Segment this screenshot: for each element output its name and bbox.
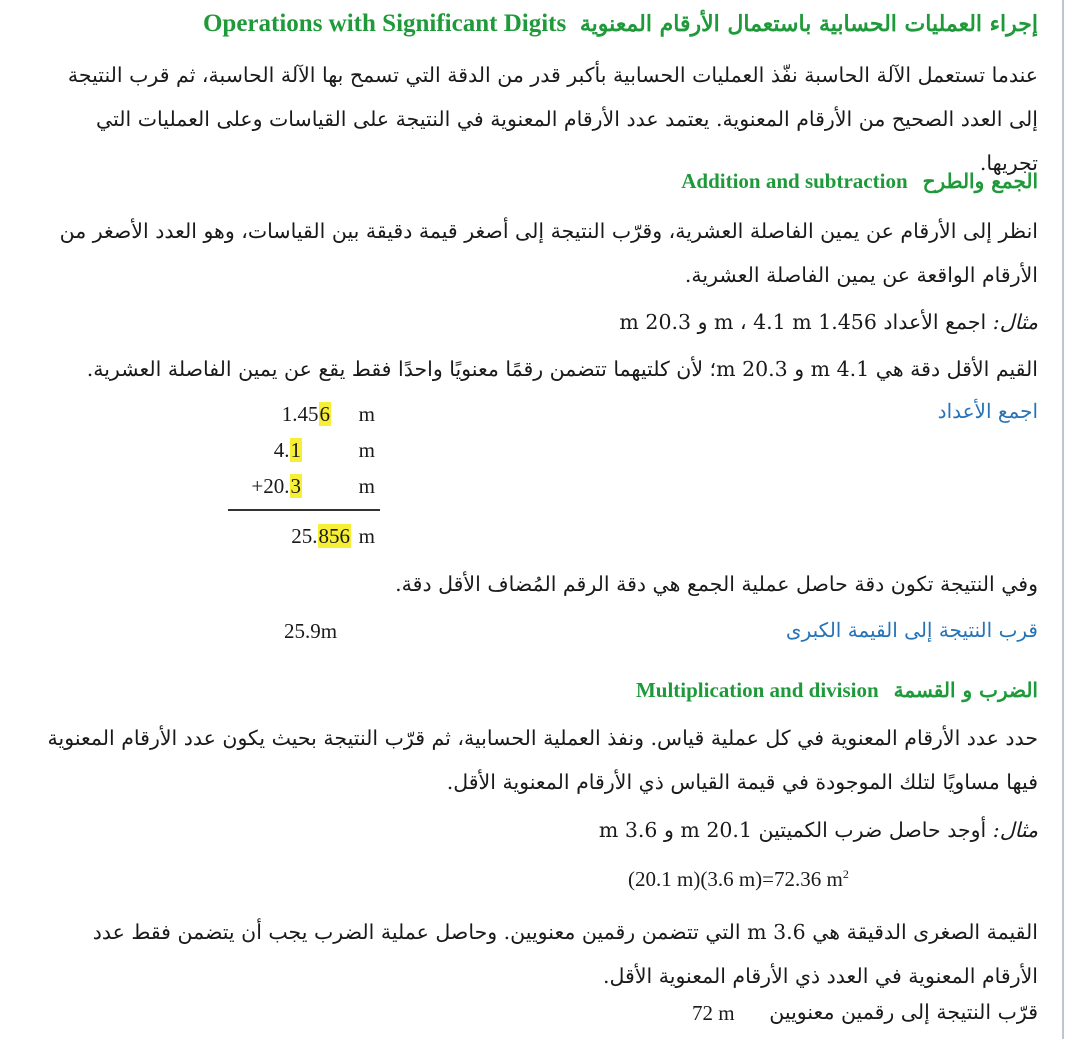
addition-example-label: مثال: [992, 310, 1038, 334]
title-english: Operations with Significant Digits [202, 10, 567, 37]
addition-conclusion: وفي النتيجة تكون دقة حاصل عملية الجمع هي دقة الرقم المُضاف الأقل دقة. [395, 572, 1038, 596]
addition-rule: انظر إلى الأرقام عن يمين الفاصلة العشرية، وقرّب النتيجة إلى أصغر قيمة دقيقة بين القياسات، وهو العدد الأصغر من الأرقام الواقعة عن يمين الفاصلة العشرية. [59, 219, 1038, 287]
significant-digit-highlight: 3 [290, 474, 301, 498]
multiplication-example [599, 818, 1038, 842]
addition-example-text: اجمع الأعداد 1.456 m ، 4.1 m و 20.3 m [619, 310, 987, 334]
rounded-sum: 25.9m [284, 619, 338, 643]
page-title [203, 10, 1038, 38]
unit: m [358, 524, 375, 548]
rounded-product: 72 m [692, 1001, 735, 1025]
intro-paragraph: عندما تستعمل الآلة الحاسبة نفّذ العمليات الحسابية بأكبر قدر من الدقة التي تسمح بها الآلة الحاسبة، ثم قرب النتيجة إلى العدد الصحيح من الأرقام المعنوية. يعتمد عدد الأرقام المعنوية في النتيجة على القياسات وعلى العمليات التي تجريها. [67, 63, 1038, 175]
sum-rule [228, 509, 380, 511]
unit: m [358, 402, 375, 426]
addition-heading [681, 169, 1038, 194]
multiplication-heading-ar: الضرب و القسمة [893, 678, 1038, 702]
title-arabic: إجراء العمليات الحسابية باستعمال الأرقام المعنوية [579, 11, 1038, 37]
multiplication-rule: حدد عدد الأرقام المعنوية في كل عملية قياس. ونفذ العملية الحسابية، ثم قرّب النتيجة بحيث يكون عدد الأرقام المعنوية فيها مساويًا لتلك الموجودة في قيمة القياس ذي الأرقام المعنوية الأقل. [47, 726, 1038, 794]
multiplication-heading-en: Multiplication and division [635, 678, 879, 702]
multiplication-example-label: مثال: [992, 818, 1038, 842]
addition-heading-en: Addition and subtraction [681, 169, 908, 193]
squared-exponent: 2 [842, 867, 849, 881]
unit: m [358, 438, 375, 462]
multiplication-round-label: قرّب النتيجة إلى رقمين معنويين [769, 1000, 1038, 1024]
significant-digit-highlight: 856 [318, 524, 350, 548]
multiplication-smallest: القيمة الصغرى الدقيقة هي 3.6 m التي تتضمن رقمين معنويين. وحاصل عملية الضرب يجب أن يتضمن فقط عدد الأرقام المعنوية في العدد ذي الأرقام المعنوية الأقل. [92, 920, 1038, 988]
addition-example [619, 310, 1038, 334]
round-label: قرب النتيجة إلى القيمة الكبرى [785, 618, 1038, 642]
product-equation: (20.1 m)(3.6 m)=72.36 $m^2$ [628, 867, 849, 891]
addition-heading-ar: الجمع والطرح [922, 169, 1038, 193]
significant-digit-highlight: 1 [290, 438, 301, 462]
multiplication-heading [636, 678, 1038, 703]
significant-digit-highlight: 6 [319, 402, 330, 426]
multiplication-example-text: أوجد حاصل ضرب الكميتين 20.1 m و 3.6 m [598, 818, 987, 842]
addition-least-precise: القيم الأقل دقة هي 4.1 m و 20.3 m؛ لأن كلتيهما تتضمن رقمًا معنويًا واحدًا فقط يقع عن يمين الفاصلة العشرية. [86, 357, 1038, 381]
unit: m [358, 474, 375, 498]
add-numbers-label: اجمع الأعداد [937, 399, 1038, 423]
